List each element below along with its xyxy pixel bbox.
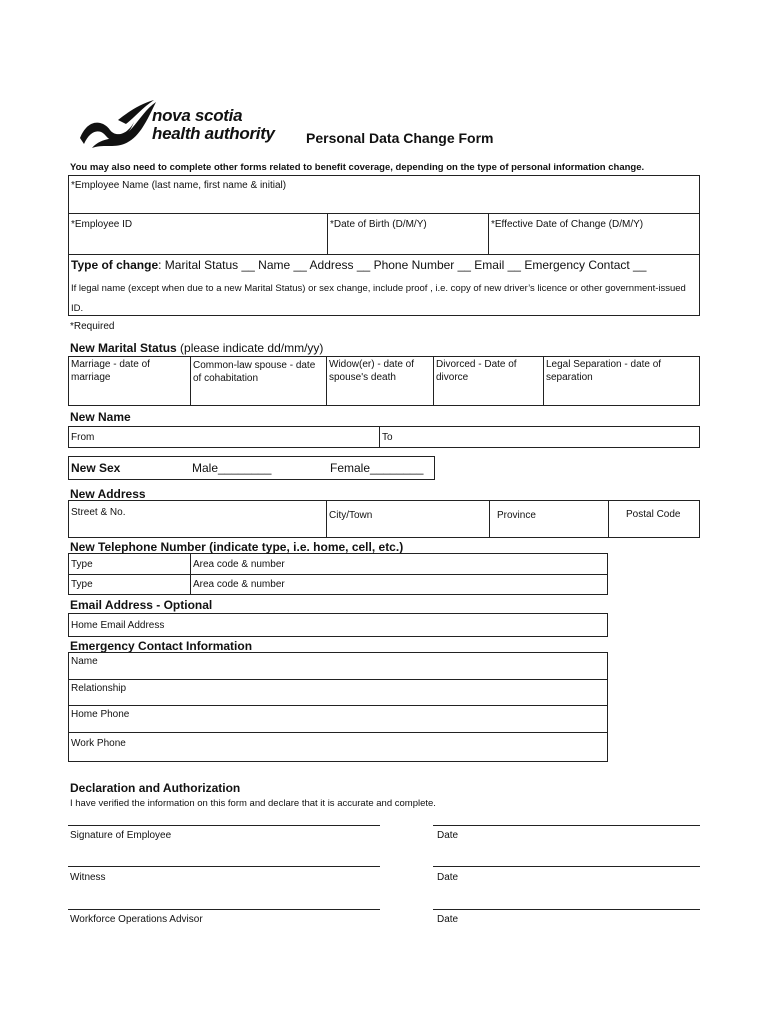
emergency-contact-box (68, 652, 608, 762)
type-of-change-line (71, 258, 646, 272)
employee-signature-field[interactable]: Signature of Employee (70, 830, 172, 841)
home-email-field[interactable]: Home Email Address (71, 620, 165, 631)
emergency-home-phone-field[interactable]: Home Phone (71, 709, 130, 720)
emergency-relationship-field[interactable]: Relationship (71, 683, 127, 694)
date-of-birth-field[interactable]: *Date of Birth (D/M/Y) (330, 219, 427, 230)
witness-date-field[interactable]: Date (437, 872, 459, 883)
name-to-field[interactable]: To (382, 432, 393, 443)
marital-status-heading: New Marital Status (please indicate dd/mm/yy) (70, 341, 324, 355)
sex-female-option[interactable]: Female________ (330, 461, 424, 475)
advisor-date-field[interactable]: Date (437, 914, 459, 925)
new-address-heading: New Address (70, 487, 146, 501)
divorce-date-cell[interactable]: Divorced - Date of divorce (436, 359, 517, 383)
marriage-date-cell[interactable]: Marriage - date of marriage (71, 359, 150, 383)
new-name-heading: New Name (70, 410, 131, 424)
legal-name-note: If legal name (except when due to a new Marital Status) or sex change, include proof , i.e. copy of new driver’s licence or other government-issued ID. (71, 283, 686, 314)
advisor-signature-field[interactable]: Workforce Operations Advisor (70, 914, 203, 925)
name-from-field[interactable]: From (71, 432, 95, 443)
common-law-date-cell[interactable]: Common-law spouse - date of cohabitation (193, 360, 316, 384)
phone-type-field[interactable]: Type (71, 579, 93, 590)
postal-code-field[interactable]: Postal Code (626, 509, 681, 520)
province-field[interactable]: Province (497, 510, 536, 521)
city-field[interactable]: City/Town (329, 510, 373, 521)
widow-date-cell[interactable]: Widow(er) - date of spouse's death (329, 359, 415, 383)
separation-date-cell[interactable]: Legal Separation - date of separation (546, 359, 662, 383)
phone-number-field[interactable]: Area code & number (193, 559, 285, 570)
employee-signature-date-field[interactable]: Date (437, 830, 459, 841)
intro-text: You may also need to complete other forms related to benefit coverage, depending on the type of personal information change. (70, 162, 645, 173)
new-telephone-heading: New Telephone Number (indicate type, i.e. home, cell, etc.) (70, 540, 404, 554)
logo-text-line2: health authority (152, 124, 275, 143)
witness-signature-field[interactable]: Witness (70, 872, 106, 883)
emergency-work-phone-field[interactable]: Work Phone (71, 738, 126, 749)
email-heading: Email Address - Optional (70, 598, 213, 612)
type-of-change-heading: Type of change (71, 258, 159, 272)
declaration-heading: Declaration and Authorization (70, 781, 241, 795)
logo (78, 98, 283, 154)
employee-name-field[interactable]: *Employee Name (last name, first name & initial) (71, 180, 287, 191)
required-note: *Required (70, 321, 115, 332)
logo-text-line1: nova scotia (152, 106, 243, 125)
employee-id-field[interactable]: *Employee ID (71, 219, 133, 230)
street-field[interactable]: Street & No. (71, 507, 126, 518)
page-title: Personal Data Change Form (306, 130, 494, 146)
effective-date-field[interactable]: *Effective Date of Change (D/M/Y) (491, 219, 644, 230)
new-sex-heading: New Sex (71, 461, 121, 475)
phone-type-field[interactable]: Type (71, 559, 93, 570)
nova-scotia-wave-icon (78, 98, 158, 154)
phone-number-field[interactable]: Area code & number (193, 579, 285, 590)
sex-male-option[interactable]: Male________ (192, 461, 272, 475)
emergency-name-field[interactable]: Name (71, 656, 98, 667)
emergency-contact-heading: Emergency Contact Information (70, 639, 253, 653)
type-of-change-options[interactable]: : Marital Status __ Name __ Address __ Phone Number __ Email __ Emergency Contact __ (158, 258, 647, 272)
new-address-box (68, 500, 700, 538)
declaration-text: I have verified the information on this form and declare that it is accurate and complete. (70, 798, 436, 809)
